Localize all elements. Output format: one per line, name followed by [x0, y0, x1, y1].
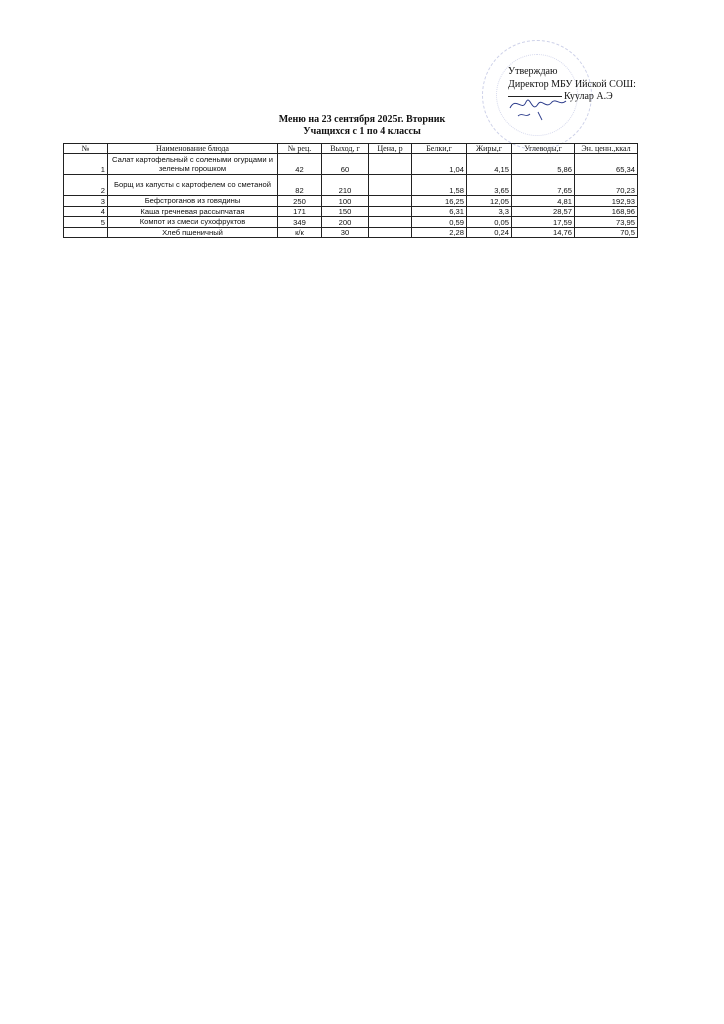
energy-value: 73,95 — [575, 217, 638, 228]
carbohydrates: 4,81 — [512, 196, 575, 207]
dish-name: Компот из смеси сухофруктов — [108, 217, 278, 228]
portion-output: 30 — [322, 227, 369, 238]
portion-output: 100 — [322, 196, 369, 207]
recipe-number: к/к — [278, 227, 322, 238]
menu-audience: Учащихся с 1 по 4 классы — [303, 126, 421, 137]
table-row — [64, 217, 638, 228]
dish-name: Каша гречневая рассыпчатая — [108, 206, 278, 217]
column-header: Углеводы,г — [512, 144, 575, 154]
column-header: Жиры,г — [467, 144, 512, 154]
proteins: 0,59 — [412, 217, 467, 228]
recipe-number: 250 — [278, 196, 322, 207]
table-row — [64, 175, 638, 196]
carbohydrates: 17,59 — [512, 217, 575, 228]
table-row — [64, 154, 638, 175]
menu-title — [0, 114, 724, 138]
column-header: № — [64, 144, 108, 154]
table-row — [64, 227, 638, 238]
dish-name: Борщ из капусты с картофелем со сметаной — [108, 175, 278, 196]
column-header: Белки,г — [412, 144, 467, 154]
price — [369, 217, 412, 228]
director-name: Куулар А.Э — [564, 91, 613, 102]
price — [369, 175, 412, 196]
proteins: 1,58 — [412, 175, 467, 196]
approval-word: Утверждаю — [508, 66, 558, 77]
row-number: 5 — [64, 217, 108, 228]
portion-output: 210 — [322, 175, 369, 196]
energy-value: 70,5 — [575, 227, 638, 238]
price — [369, 196, 412, 207]
column-header: Эн. ценн.,ккал — [575, 144, 638, 154]
fats: 3,65 — [467, 175, 512, 196]
energy-value: 168,96 — [575, 206, 638, 217]
energy-value: 65,34 — [575, 154, 638, 175]
dish-name: Хлеб пшеничный — [108, 227, 278, 238]
carbohydrates: 5,86 — [512, 154, 575, 175]
fats: 0,24 — [467, 227, 512, 238]
column-header: Выход, г — [322, 144, 369, 154]
energy-value: 192,93 — [575, 196, 638, 207]
proteins: 16,25 — [412, 196, 467, 207]
recipe-number: 82 — [278, 175, 322, 196]
menu-table — [63, 143, 638, 238]
proteins: 2,28 — [412, 227, 467, 238]
portion-output: 150 — [322, 206, 369, 217]
fats: 12,05 — [467, 196, 512, 207]
director-title: Директор МБУ Ийской СОШ: — [508, 78, 636, 90]
price — [369, 154, 412, 175]
proteins: 6,31 — [412, 206, 467, 217]
row-number — [64, 227, 108, 238]
table-header-row — [64, 144, 638, 154]
menu-date-title: Меню на 23 сентября 2025г. Вторник — [278, 114, 446, 125]
row-number: 3 — [64, 196, 108, 207]
dish-name: Салат картофельный с солеными огурцами и зеленым горошком — [108, 154, 278, 175]
fats: 3,3 — [467, 206, 512, 217]
recipe-number: 42 — [278, 154, 322, 175]
row-number: 4 — [64, 206, 108, 217]
portion-output: 60 — [322, 154, 369, 175]
carbohydrates: 28,57 — [512, 206, 575, 217]
price — [369, 227, 412, 238]
carbohydrates: 7,65 — [512, 175, 575, 196]
column-header: № рец. — [278, 144, 322, 154]
column-header: Цена, р — [369, 144, 412, 154]
row-number: 2 — [64, 175, 108, 196]
fats: 4,15 — [467, 154, 512, 175]
recipe-number: 171 — [278, 206, 322, 217]
column-header: Наименование блюда — [108, 144, 278, 154]
fats: 0,05 — [467, 217, 512, 228]
recipe-number: 349 — [278, 217, 322, 228]
price — [369, 206, 412, 217]
table-row — [64, 196, 638, 207]
proteins: 1,04 — [412, 154, 467, 175]
row-number: 1 — [64, 154, 108, 175]
table-row — [64, 206, 638, 217]
carbohydrates: 14,76 — [512, 227, 575, 238]
energy-value: 70,23 — [575, 175, 638, 196]
portion-output: 200 — [322, 217, 369, 228]
dish-name: Бефстроганов из говядины — [108, 196, 278, 207]
